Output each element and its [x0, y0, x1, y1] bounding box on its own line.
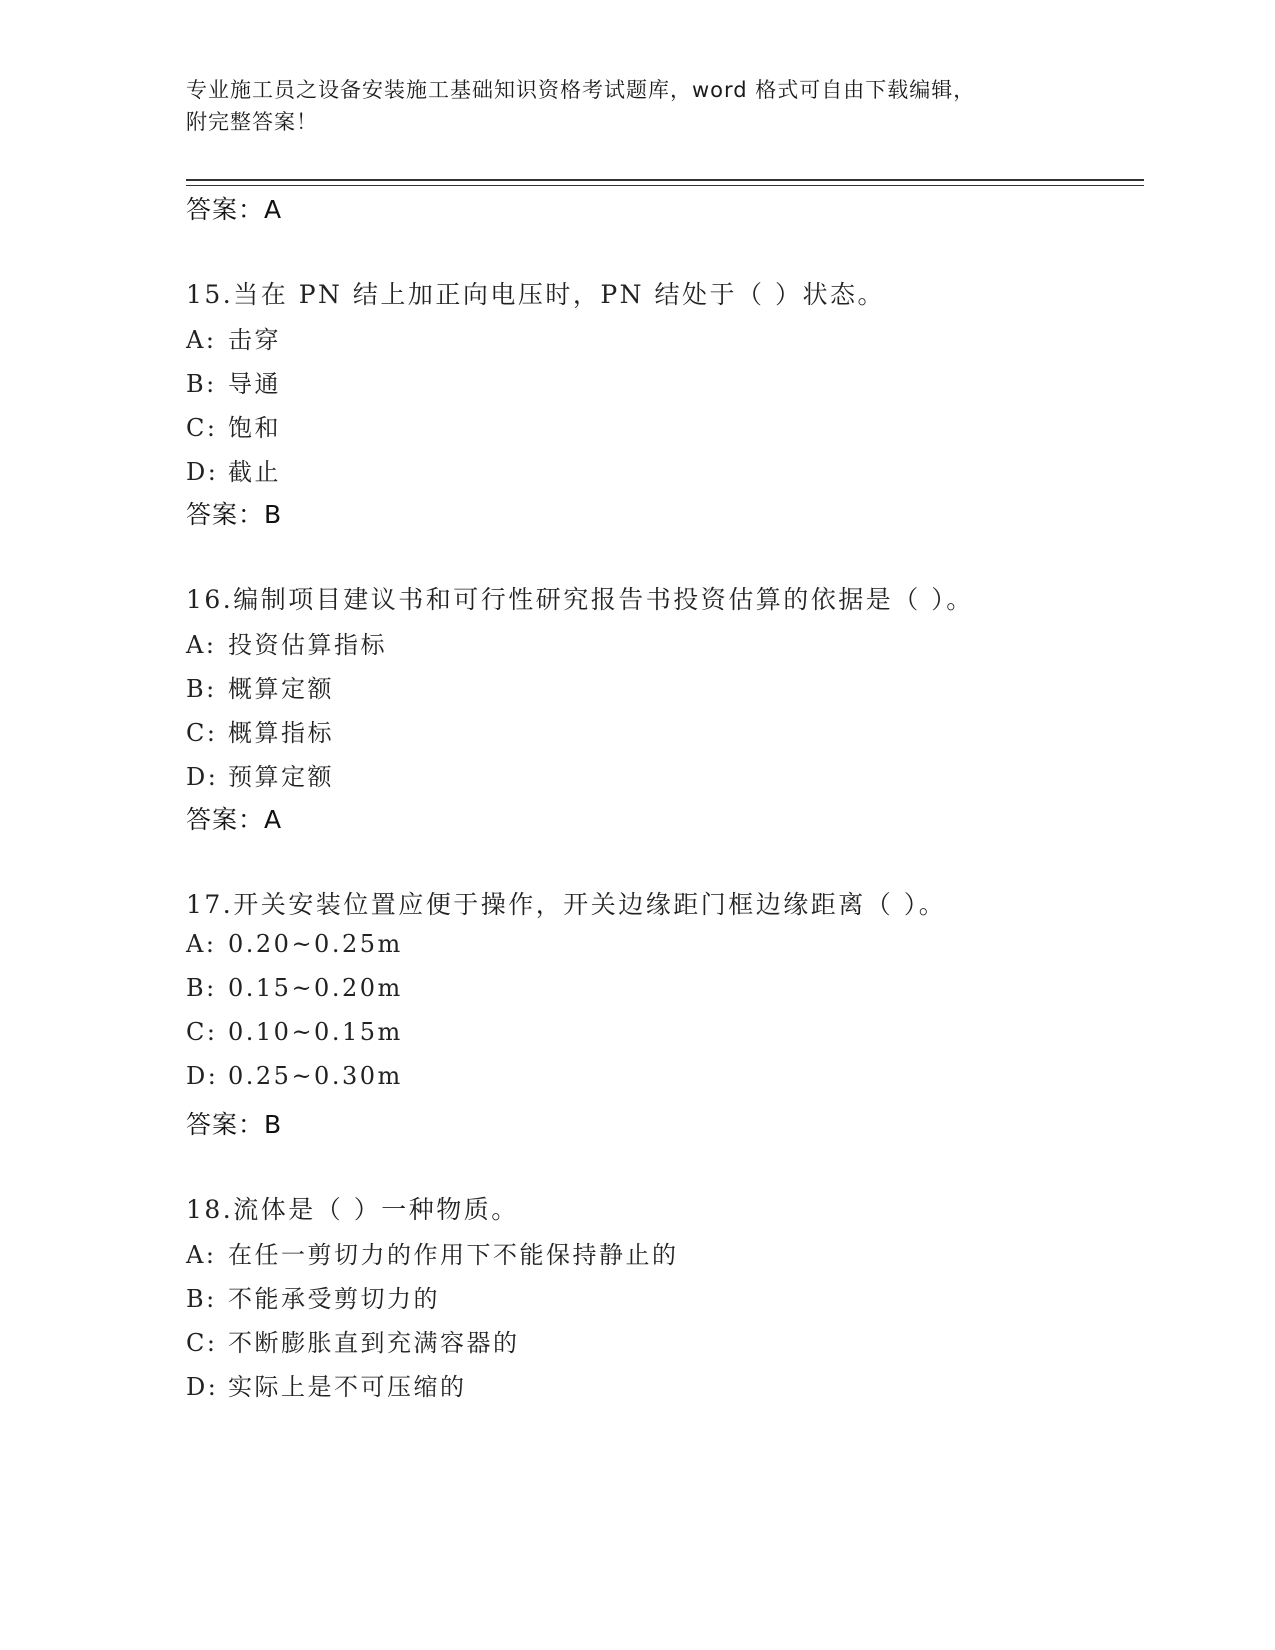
header-divider-thin [186, 185, 1144, 186]
question-18-option-b: B: 不能承受剪切力的 [186, 1285, 440, 1313]
question-16-stem: 16.编制项目建议书和可行性研究报告书投资估算的依据是（ ）。 [186, 585, 974, 614]
question-17-option-c: C: 0.10~0.15m [186, 1018, 403, 1046]
question-18-stem: 18.流体是（ ）一种物质。 [186, 1195, 519, 1224]
question-16-option-c: C: 概算指标 [186, 719, 334, 747]
previous-answer: 答案：A [186, 195, 283, 224]
question-15-option-b: B: 导通 [186, 370, 281, 398]
question-16-option-d: D: 预算定额 [186, 763, 334, 791]
question-15-stem: 15.当在 PN 结上加正向电压时，PN 结处于（ ）状态。 [186, 280, 885, 309]
question-18-option-c: C: 不断膨胀直到充满容器的 [186, 1329, 520, 1357]
question-15-option-c: C: 饱和 [186, 414, 281, 442]
header-line-2: 附完整答案！ [186, 110, 318, 134]
question-17-stem: 17.开关安装位置应便于操作，开关边缘距门框边缘距离（ ）。 [186, 890, 947, 919]
question-16-option-a: A: 投资估算指标 [186, 631, 387, 659]
question-18-option-d: D: 实际上是不可压缩的 [186, 1373, 467, 1401]
question-15-answer: 答案：B [186, 500, 283, 529]
header-line-1: 专业施工员之设备安装施工基础知识资格考试题库，word 格式可自由下载编辑， [186, 78, 976, 102]
document-header [186, 74, 1066, 138]
question-17-option-a: A: 0.20~0.25m [186, 930, 403, 958]
question-18-option-a: A: 在任一剪切力的作用下不能保持静止的 [186, 1241, 679, 1269]
question-17-answer: 答案：B [186, 1110, 283, 1139]
header-divider-thick [186, 179, 1144, 181]
question-17-option-b: B: 0.15~0.20m [186, 974, 403, 1002]
question-16-option-b: B: 概算定额 [186, 675, 334, 703]
question-15-option-d: D: 截止 [186, 458, 281, 486]
question-15-option-a: A: 击穿 [186, 326, 281, 354]
question-16-answer: 答案：A [186, 805, 283, 834]
question-17-option-d: D: 0.25~0.30m [186, 1062, 403, 1090]
